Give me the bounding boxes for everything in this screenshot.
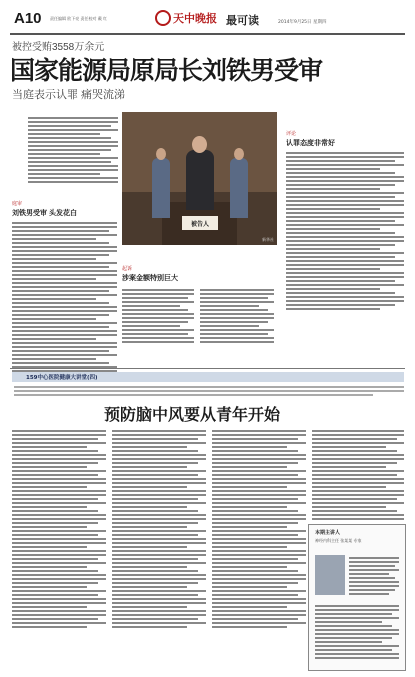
trial-section-text xyxy=(12,220,117,382)
defendant-placard: 被告人 xyxy=(182,216,218,230)
newspaper-logo: 天中晚报 xyxy=(155,10,217,26)
indictment-section-label: 起诉 xyxy=(122,266,133,272)
courtroom-photo xyxy=(122,112,277,245)
defendant-body xyxy=(186,150,214,210)
story-headline: 国家能源局原局长刘铁男受审 xyxy=(10,57,323,85)
officer-left xyxy=(152,158,170,218)
lecturer-box-title: 本期主讲人 xyxy=(315,530,341,536)
health-text-col1 xyxy=(12,428,106,630)
header-rule xyxy=(10,33,405,35)
indictment-text-col2 xyxy=(200,287,274,345)
lecturer-bio-more xyxy=(315,603,399,661)
page-number: A10 xyxy=(14,10,42,27)
health-text-col3 xyxy=(212,428,306,630)
indictment-section-heading: 涉案金额特别巨大 xyxy=(122,275,178,282)
header-meta: 责任编辑 欧下亮 责任校对 戴 红 xyxy=(50,16,108,21)
comment-section-label: 评论 xyxy=(286,131,297,137)
lecturer-box xyxy=(308,524,406,671)
lecturer-box-sub: 神经内科主任 张某某 专家 xyxy=(315,538,362,543)
comment-section-heading: 认罪态度非常好 xyxy=(286,140,335,147)
health-banner-text: 159中心医院健康大讲堂(四) xyxy=(26,375,98,381)
health-text-col2 xyxy=(112,428,206,630)
section-name: 最可读 xyxy=(226,15,259,27)
trial-section-label: 庭审 xyxy=(12,201,23,207)
officer-right-head xyxy=(234,148,244,160)
officer-right xyxy=(230,158,248,218)
section-divider xyxy=(10,368,405,369)
officer-left-head xyxy=(156,148,166,160)
indictment-text-col1 xyxy=(122,287,194,345)
story-lede xyxy=(28,115,118,185)
lecturer-bio xyxy=(349,555,399,597)
issue-date: 2014年9月25日 星期四 xyxy=(278,20,327,25)
trial-section-heading: 刘铁男受审 头发花白 xyxy=(12,210,77,217)
story-kicker: 被控受贿3558万余元 xyxy=(12,42,105,53)
comment-text xyxy=(286,150,404,312)
logo-swirl-icon xyxy=(155,10,171,26)
defendant-head xyxy=(192,136,207,153)
story-subhead: 当庭表示认罪 痛哭流涕 xyxy=(12,89,126,101)
health-intro xyxy=(14,384,404,398)
lecturer-portrait xyxy=(315,555,345,595)
health-banner xyxy=(12,372,404,382)
health-headline: 预防脑中风要从青年开始 xyxy=(104,407,281,424)
health-text-col4 xyxy=(312,428,404,522)
photo-credit: 新华社 xyxy=(262,237,274,242)
